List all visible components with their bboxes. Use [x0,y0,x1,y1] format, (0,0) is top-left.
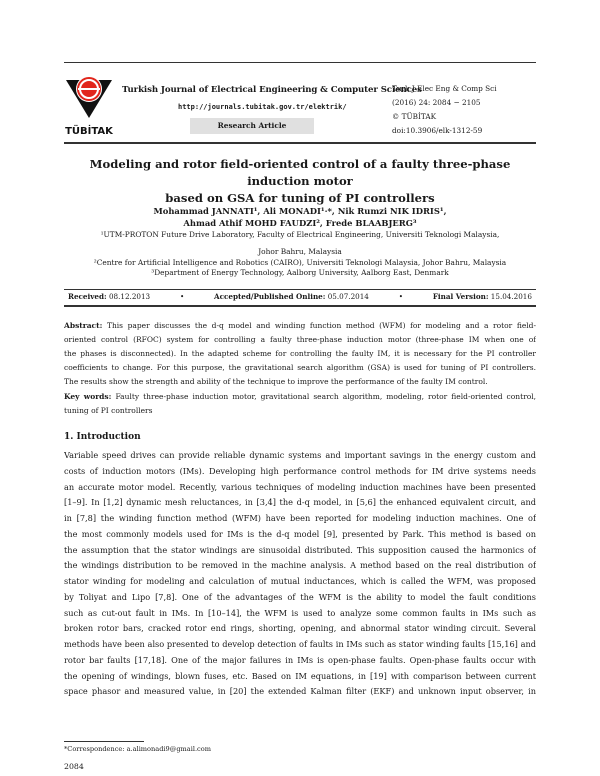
footnote-correspondence: *Correspondence: a.alimonadi9@gmail.com [64,745,211,753]
header-rule [64,142,536,144]
dates-bottom-rule [64,305,536,307]
abstract-line: The results show the strength and ability of the technique to improve the performance of the faulty IM control. [64,377,488,386]
dates-top-rule [64,289,536,290]
abstract-line: coefficients to change. For this purpose, the gravitational search algorithm (GSA) is used for tuning of PI controllers. [64,363,536,372]
final-label: Final Version: [432,292,489,301]
body-line: space phasor and measured value, in [20] the extended Kalman filter (EKF) and unknown input observer, in [64,686,536,697]
received-date: 08.12.2013 [108,292,151,301]
title-line: based on GSA for tuning of PI controllers [165,191,435,205]
footnote-rule [64,741,144,742]
body-line: [1–9]. In [1,2] dynamic mesh reluctances, in [3,4] the d-q model, in [5,6] the enhanced equivalent circuit, and [64,497,536,508]
article-type-badge: Research Article [190,118,314,134]
keywords-line: tuning of PI controllers [64,406,153,415]
citation-journal: Turk J Elec Eng & Comp Sci [392,84,497,93]
accepted-label: Accepted/Published Online: [214,292,326,301]
affiliation-2: ²Centre for Artificial Intelligence and Robotics (CAIRO), Universiti Teknologi Malaysia, Johor Bahru, Malaysia [93,258,507,267]
title-line: Modeling and rotor field-oriented control of a faulty three-phase induction motor [89,157,511,188]
keywords-label: Key words: [64,392,112,401]
author-line: Ahmad Athif MOHD FAUDZI², Frede BLAABJERG³ [183,218,417,228]
paper-title [60,156,540,207]
journal-url[interactable]: http://journals.tubitak.gov.tr/elektrik/ [178,103,347,111]
body-line: the most commonly models used for IMs is the d-q model [9], presented by Park. This method is based on [64,528,536,539]
bullet: • [398,292,403,301]
body-line: the opening of windings, blown fuses, etc. Based on IM equations, in [19] with comparison between current [64,670,536,681]
section-heading: 1. Introduction [64,432,141,442]
body-line: the assumption that the stator windings are sinusoidal distributed. This supposition caused the harmonics of [64,544,536,555]
journal-name: Turkish Journal of Electrical Engineering & Computer Sciences [122,85,422,95]
affiliation-1: ¹UTM-PROTON Future Drive Laboratory, Faculty of Electrical Engineering, Universiti Teknologi Malaysia, [100,230,500,239]
body-line: an accurate motor model. Recently, various techniques of modeling induction machines have been presented [64,481,536,492]
keywords-line: Faulty three-phase induction motor, gravitational search algorithm, modeling, rotor field-oriented control, [115,392,536,401]
abstract-line: oriented control (RFOC) system for controlling a faulty three-phase induction motor (three-phase IM when one of [64,335,536,344]
body-line: Variable speed drives can provide reliable dynamic systems and important savings in the energy custom and [64,450,536,460]
body-line: costs of induction motors (IMs). Developing high performance control methods for IM drive systems needs [64,465,536,476]
svg-text:TÜBİTAK: TÜBİTAK [65,126,113,137]
abstract-line: This paper discusses the d-q model and winding function method (WFM) for modeling and a rotor field- [106,321,536,330]
bullet: • [179,292,185,301]
body-line: by Toliyat and Lipo [7,8]. One of the advantages of the WFM is the ability to model the fault conditions [64,591,536,602]
body-line: such as cut-out fault in IMs. In [10–14], the WFM is used to analyze some common faults in IMs such as [64,607,536,618]
abstract [64,319,536,389]
dates-bar [64,292,536,301]
citation-doi[interactable]: doi:10.3906/elk-1312-59 [392,126,483,135]
citation-block [392,82,497,138]
author-line: Mohammad JANNATI¹, Ali MONADI¹·*, Nik Rumzi NIK IDRIS¹, [153,206,447,216]
keywords [64,390,536,418]
body-line: in [7,8] the winding function method (WFM) have been reported for modeling induction machines. One of [64,513,536,523]
affiliation-3: ³Department of Energy Technology, Aalborg University, Aalborg East, Denmark [151,268,449,277]
body-line: rotor bar faults [17,18]. One of the major failures in IMs is open-phase faults. Open-phase faults occur with [64,654,536,665]
abstract-line: the phases is disconnected). In the adapted scheme for controlling the faulty IM, it is necessary for the PI controller [64,349,536,358]
tubitak-logo [64,72,114,142]
final-date: 15.04.2016 [490,292,532,301]
top-rule [64,62,536,63]
accepted-date: 05.07.2014 [327,292,369,301]
affiliation-1-city: Johor Bahru, Malaysia [258,247,342,256]
abstract-label: Abstract: [64,321,103,330]
body-line: stator winding for modeling and calculation of mutual inductances, which is called the WFM, was proposed [64,576,536,586]
body-text [64,448,536,700]
body-line: broken rotor bars, cracked rotor end rings, shorting, opening, and abnormal stator winding circuit. Several [64,623,536,634]
received-label: Received: [68,292,107,301]
authors [60,205,540,229]
citation-volume: (2016) 24: 2084 − 2105 [392,98,481,107]
page-number: 2084 [64,762,84,771]
body-line: methods have been also presented to develop detection of faults in IMs such as stator winding faults [15,16] and [64,639,536,649]
body-line: the windings distribution to be removed in the machine analysis. A method based on the real distribution of [64,560,536,571]
citation-copyright: © TÜBİTAK [392,112,437,121]
